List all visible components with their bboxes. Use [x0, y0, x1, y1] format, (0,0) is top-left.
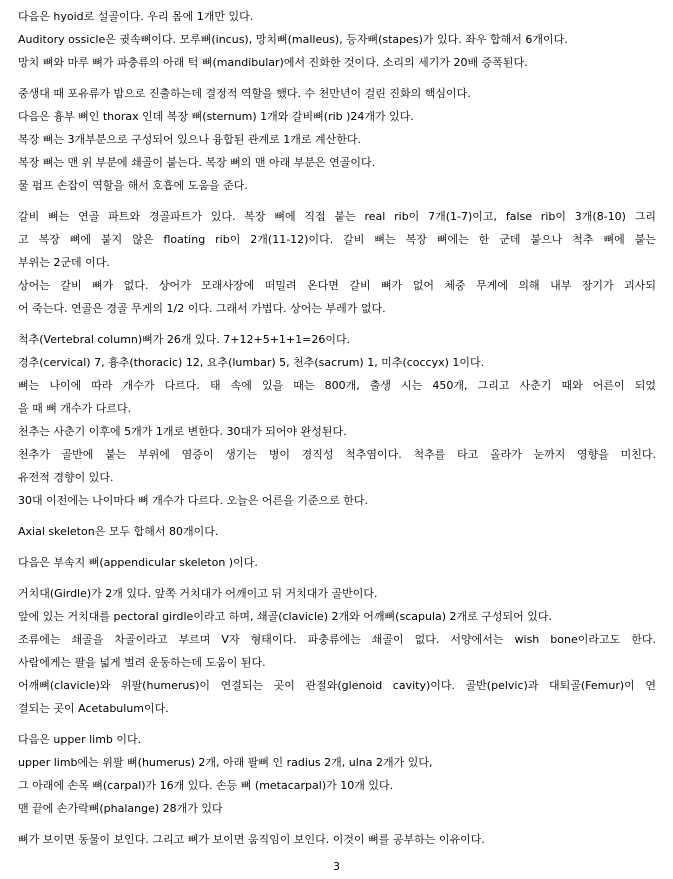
text-line: 그 아래에 손목 뼈(carpal)가 16개 있다. 손등 뼈 (metacarpal)가 10개 있다. — [18, 779, 394, 792]
text-line: 부위는 2군데 이다. — [18, 256, 110, 269]
paragraph — [18, 582, 656, 720]
text-line: 결되는 곳이 Acetabulum이다. — [18, 702, 169, 715]
text-line: 다음은 hyoid로 설골이다. 우리 몸에 1개만 있다. — [18, 10, 254, 23]
text-line: 갈비 뼈는 연골 파트와 경골파트가 있다. 복장 뼈에 직접 붙는 real rib이 7개(1-7)이고, false rib이 3개(8-10) 그리 — [18, 210, 656, 223]
paragraph — [18, 328, 656, 512]
text-line: 척추(Vertebral column)뼈가 26개 있다. 7+12+5+1+1=26이다. — [18, 333, 351, 346]
text-line: 다음은 부속지 뼈(appendicular skeleton )이다. — [18, 556, 258, 569]
text-line: 망치 뼈와 마루 뼈가 파충류의 아래 턱 뼈(mandibular)에서 진화한 것이다. 소리의 세기가 20배 증폭된다. — [18, 56, 528, 69]
paragraph — [18, 828, 656, 851]
text-line: Auditory ossicle은 귓속뼈이다. 모루뼈(incus), 망치뼈(malleus), 등자뼈(stapes)가 있다. 좌우 합해서 6개이다. — [18, 33, 568, 46]
page-number: 3 — [333, 860, 340, 873]
text-line: 어깨뼈(clavicle)와 위팔(humerus)이 연결되는 곳이 관절와(glenoid cavity)이다. 골반(pelvic)과 대퇴골(Femur)이 연 — [18, 679, 656, 692]
text-line: 뼈가 보이면 동물이 보인다. 그리고 뼈가 보이면 움직임이 보인다. 이것이 뼈를 공부하는 이유이다. — [18, 833, 485, 846]
text-line: 다음은 upper limb 이다. — [18, 733, 142, 746]
text-line: 맨 끝에 손가락뼈(phalange) 28개가 있다 — [18, 802, 223, 815]
text-line: 30대 이전에는 나이마다 뼈 개수가 다르다. 오늘은 어른을 기준으로 한다. — [18, 494, 368, 507]
text-line: 물 펌프 손잡이 역할을 해서 호흡에 도움을 준다. — [18, 179, 248, 192]
text-line: 뼈는 나이에 따라 개수가 다르다. 태 속에 있을 때는 800개, 출생 시는 450개, 그리고 사춘기 때와 어른이 되었 — [18, 379, 656, 392]
text-line: 복장 뼈는 맨 위 부분에 쇄골이 붙는다. 복장 뼈의 맨 아래 부분은 연골이다. — [18, 156, 376, 169]
paragraph — [18, 5, 656, 74]
text-line: 조류에는 쇄골을 차골이라고 부르며 V자 형태이다. 파충류에는 쇄골이 없다. 서양에서는 wish bone이라고도 한다. — [18, 633, 656, 646]
text-line: 중생대 때 포유류가 밤으로 진출하는데 결정적 역할을 했다. 수 천만년이 걸린 진화의 핵심이다. — [18, 87, 471, 100]
paragraph — [18, 728, 656, 820]
paragraph — [18, 520, 656, 543]
text-line: 고 복장 뼈에 붙지 않은 floating rib이 2개(11-12)이다. 갈비 뼈는 복장 뼈에는 한 군데 붙으나 척추 뼈에 붙는 — [18, 233, 656, 246]
text-line: 천추가 골반에 붙는 부위에 염증이 생기는 병이 경직성 척추염이다. 척추를 타고 올라가 눈까지 영향을 미친다. — [18, 448, 656, 461]
body-text — [18, 5, 656, 851]
text-line: 어 죽는다. 연골은 경골 무게의 1/2 이다. 그래서 가볍다. 상어는 부레가 없다. — [18, 302, 386, 315]
text-line: 거치대(Girdle)가 2개 있다. 앞쪽 거치대가 어깨이고 뒤 거치대가 골반이다. — [18, 587, 378, 600]
text-line: 복장 뼈는 3개부분으로 구성되어 있으나 융합된 관계로 1개로 계산한다. — [18, 133, 361, 146]
text-line: Axial skeleton은 모두 합해서 80개이다. — [18, 525, 219, 538]
text-line: 앞에 있는 거치대를 pectoral girdle이라고 하며, 쇄골(clavicle) 2개와 어깨뼈(scapula) 2개로 구성되어 있다. — [18, 610, 553, 623]
text-line: upper limb에는 위팔 뼈(humerus) 2개, 아래 팔뼈 인 radius 2개, ulna 2개가 있다, — [18, 756, 433, 769]
paragraph — [18, 82, 656, 197]
paragraph — [18, 551, 656, 574]
text-line: 을 때 뼈 개수가 다르다. — [18, 402, 132, 415]
text-line: 유전적 경향이 있다. — [18, 471, 114, 484]
text-line: 경추(cervical) 7, 흉추(thoracic) 12, 요추(lumbar) 5, 천추(sacrum) 1, 미추(coccyx) 1이다. — [18, 356, 485, 369]
text-line: 다음은 흉부 뼈인 thorax 인데 복장 뼈(sternum) 1개와 갈비뼈(rib )24개가 있다. — [18, 110, 414, 123]
paragraph — [18, 205, 656, 320]
text-line: 사람에게는 팔을 넓게 벌려 운동하는데 도움이 된다. — [18, 656, 266, 669]
text-line: 상어는 갈비 뼈가 없다. 상어가 모래사장에 떠밀려 온다면 갈비 뼈가 없어 체중 무게에 의해 내부 장기가 괴사되 — [18, 279, 656, 292]
text-line: 천추는 사춘기 이후에 5개가 1개로 변한다. 30대가 되어야 완성된다. — [18, 425, 347, 438]
